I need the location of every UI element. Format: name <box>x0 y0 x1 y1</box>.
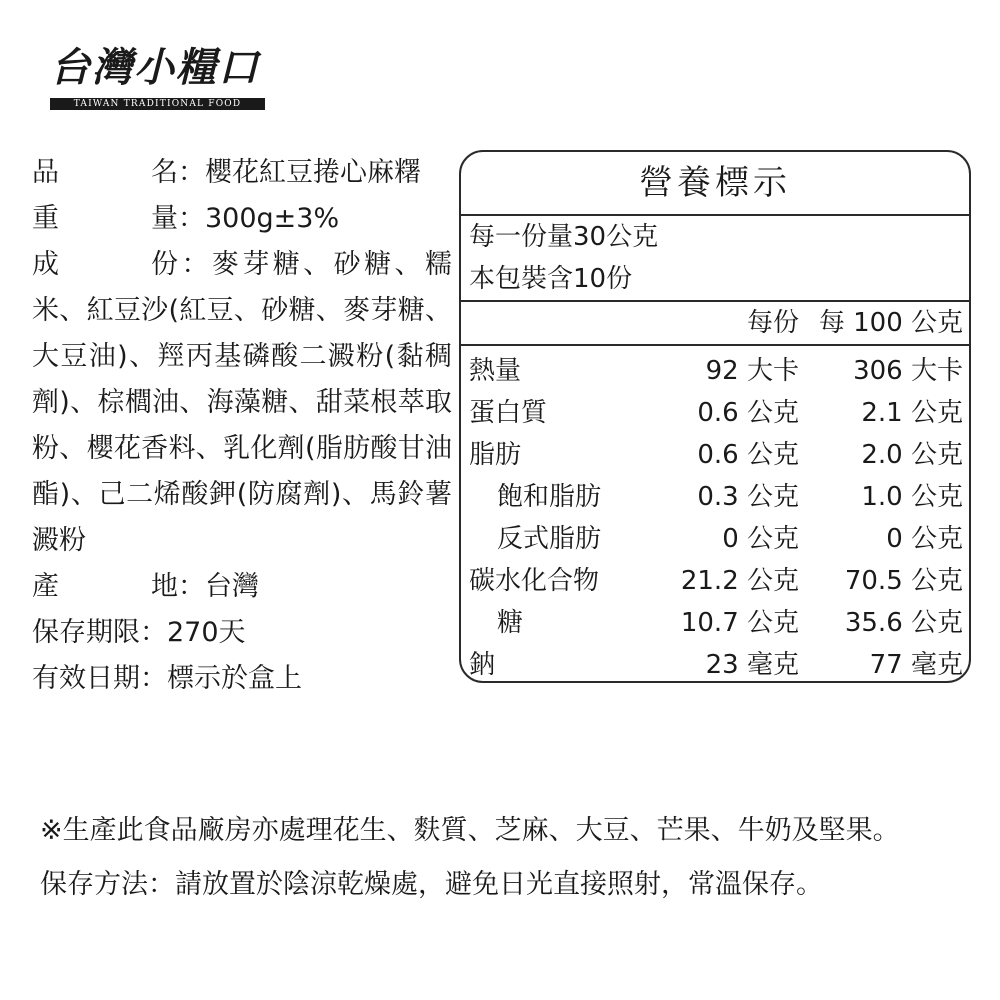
product-name-value: 櫻花紅豆捲心麻糬 <box>205 157 421 188</box>
notes <box>40 808 970 908</box>
nutrient-per-100g: 2.0 公克 <box>861 440 963 470</box>
shelf-life-label: 保存期限 <box>32 617 140 648</box>
nutrition-row <box>461 476 969 518</box>
label-separator: ： <box>178 249 212 280</box>
label-char: 份 <box>151 249 178 280</box>
nutrition-row <box>461 518 969 560</box>
nutrient-name: 糖 <box>497 608 524 638</box>
nutrient-name: 熱量 <box>469 356 522 386</box>
nutrient-per-serving: 92 大卡 <box>705 356 799 386</box>
label-separator: ： <box>178 203 205 234</box>
header-per-100g: 每 100 公克 <box>818 308 963 338</box>
nutrient-per-serving: 10.7 公克 <box>680 608 799 638</box>
brand-logo-subtitle: TAIWAN TRADITIONAL FOOD <box>50 98 265 110</box>
product-info <box>32 150 452 702</box>
header-per-serving: 每份 <box>746 308 799 338</box>
nutrient-name: 反式脂肪 <box>497 524 602 554</box>
nutrient-name: 脂肪 <box>469 440 522 470</box>
ingredients-label <box>32 242 178 288</box>
nutrition-row <box>461 392 969 434</box>
brand-logo <box>50 40 275 110</box>
nutrient-per-serving: 0.6 公克 <box>697 398 799 428</box>
label-separator: ： <box>178 571 205 602</box>
label-separator: ： <box>140 617 167 648</box>
label-char: 重 <box>32 203 59 234</box>
nutrient-per-100g: 2.1 公克 <box>861 398 963 428</box>
nutrition-row <box>461 350 969 392</box>
nutrition-row <box>461 560 969 602</box>
label-char: 地 <box>151 571 178 602</box>
nutrient-per-serving: 23 毫克 <box>705 650 799 680</box>
serving-size: 每一份量30公克 <box>469 222 659 252</box>
nutrition-row <box>461 602 969 644</box>
nutrient-per-serving: 21.2 公克 <box>680 566 799 596</box>
nutrition-facts-table <box>459 150 971 683</box>
servings-per-pack: 本包裝含10份 <box>461 258 969 302</box>
nutrient-per-serving: 0.3 公克 <box>697 482 799 512</box>
allergen-notice: ※生產此食品廠房亦處理花生、麩質、芝麻、大豆、芒果、牛奶及堅果。 <box>40 815 900 846</box>
nutrition-title: 營養標示 <box>461 152 969 216</box>
product-name-label <box>32 150 178 196</box>
label-char: 品 <box>32 157 59 188</box>
nutrient-name: 鈉 <box>469 650 496 680</box>
nutrient-per-100g: 306 大卡 <box>853 356 963 386</box>
nutrition-header-row <box>461 302 969 346</box>
origin-row <box>32 564 452 610</box>
weight-label <box>32 196 178 242</box>
storage-instructions: 保存方法：請放置於陰涼乾燥處，避免日光直接照射，常溫保存。 <box>40 869 823 900</box>
expiry-label: 有效日期 <box>32 663 140 694</box>
nutrition-row <box>461 434 969 476</box>
weight-row <box>32 196 452 242</box>
label-char: 量 <box>151 203 178 234</box>
nutrient-per-100g: 1.0 公克 <box>861 482 963 512</box>
label-separator: ： <box>140 663 167 694</box>
nutrient-name: 碳水化合物 <box>469 566 600 596</box>
brand-logo-title: 台灣小糧口 <box>50 44 260 91</box>
nutrient-per-100g: 35.6 公克 <box>844 608 963 638</box>
label-separator: ： <box>178 157 205 188</box>
origin-label <box>32 564 178 610</box>
origin-value: 台灣 <box>205 571 259 602</box>
shelf-life-value: 270天 <box>167 617 246 648</box>
header-blank <box>461 302 679 344</box>
weight-value: 300g±3% <box>205 203 340 234</box>
ingredients-value: 麥芽糖、砂糖、糯米、紅豆沙(紅豆、砂糖、麥芽糖、大豆油)、羥丙基磷酸二澱粉(黏稠劑)、棕櫚油、海藻糖、甜菜根萃取粉、櫻花香料、乳化劑(脂肪酸甘油酯)、己二烯酸鉀(防腐劑)、馬鈴薯澱粉 <box>32 249 453 556</box>
nutrient-per-100g: 0 公克 <box>886 524 963 554</box>
ingredients-row <box>32 242 452 564</box>
label-char: 產 <box>32 571 59 602</box>
shelf-life-row <box>32 610 452 656</box>
nutrition-row <box>461 644 969 683</box>
nutrient-name: 蛋白質 <box>469 398 548 428</box>
nutrient-per-100g: 70.5 公克 <box>844 566 963 596</box>
nutrient-per-100g: 77 毫克 <box>869 650 963 680</box>
product-name-row <box>32 150 452 196</box>
nutrient-per-serving: 0.6 公克 <box>697 440 799 470</box>
nutrient-per-serving: 0 公克 <box>722 524 799 554</box>
label-char: 名 <box>151 157 178 188</box>
label-char: 成 <box>32 249 59 280</box>
expiry-row <box>32 656 452 702</box>
expiry-value: 標示於盒上 <box>167 663 302 694</box>
nutrient-name: 飽和脂肪 <box>497 482 602 512</box>
nutrition-rows <box>461 346 969 683</box>
